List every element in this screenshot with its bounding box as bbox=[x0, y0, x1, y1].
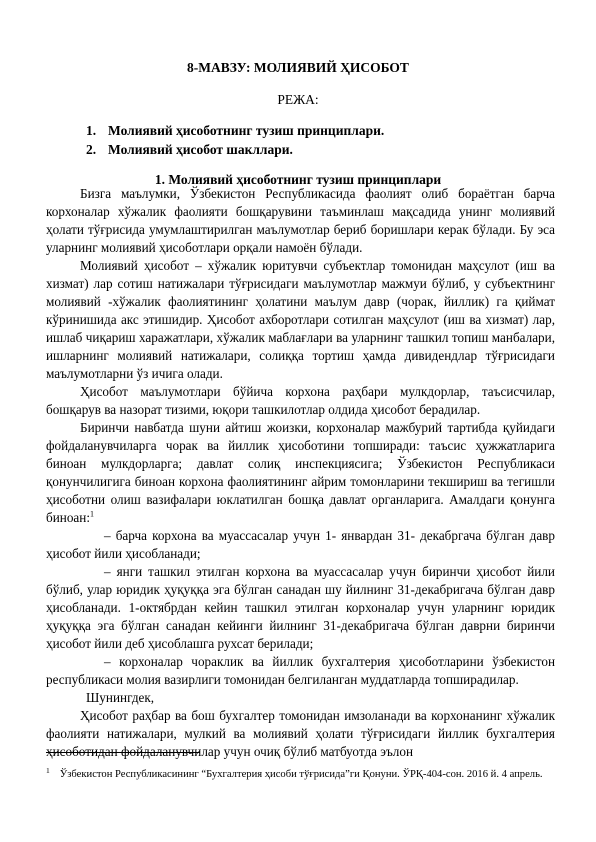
plan-item-number: 1. bbox=[86, 123, 97, 138]
footnote-reference: 1 bbox=[90, 509, 94, 519]
plan-item bbox=[86, 140, 384, 159]
paragraph: Ҳисобот раҳбар ва бош бухгалтер томонидан имзоланади ва корхонанинг хўжалик фаолияти натижалари, мулкий ва молиявий ҳолати тўғрисидаги йиллик бухгалтерия ҳисоботидан фойдаланувчилар учун очиқ бўлиб матбуотда эълон bbox=[46, 708, 555, 759]
section-heading: 1. Молиявий ҳисоботнинг тузиш принциплари bbox=[154, 172, 442, 187]
footnote-text: Ўзбекистон Республикасининг “Бухгалтерия ҳисоби тўғрисида”ги Қонуни. ЎРҚ-404-сон. 2016 й. 4 апрель. bbox=[59, 769, 543, 780]
paragraph: Шунингдек, bbox=[86, 690, 155, 705]
list-item: – янги ташкил этилган корхона ва муассасалар учун биринчи ҳисобот йили бўлиб, улар юридик ҳуқуққа эга бўлган санадан шу йилнинг 31-декабригача бўлган давр ҳисобланади. 1-октябрдан кейин ташкил этилган корхоналар учун уларнинг юридик ҳуқуққа эга бўлган санадан кейинги йилнинг 31-декабригача бўлган даврни биринчи ҳисобот йили деб ҳисоблашга рухсат берилади; bbox=[46, 564, 555, 651]
footnote-number: 1 bbox=[46, 766, 50, 775]
paragraph: Ҳисобот маълумотлари бўйича корхона раҳбари мулкдорлар, таъсисчилар, бошқарув ва назорат тизими, юқори ташкилотлар олдида ҳисобот берадилар. bbox=[46, 384, 555, 417]
list-item: – барча корхона ва муассасалар учун 1- январдан 31- декабргача бўлган давр ҳисобот йили ҳисобланади; bbox=[46, 528, 555, 561]
plan-item-text: Молиявий ҳисобот шакллари. bbox=[108, 142, 293, 157]
footnote bbox=[46, 764, 555, 782]
paragraph-text: Биринчи навбатда шуни айтиш жоизки, корхоналар мажбурий тартибда қуйидаги фойдаланувчиларга чорак ва йиллик ҳисоботини топширади: таъсис ҳужжатларига биноан мулкдорларга; давлат солиқ инспекциясига; Ўзбекистон Республикаси қонунчилигига биноан корхона фаолиятининг айрим томонларини текшириш ва тегишли ҳисоботни олиш вазифалари юклатилган бошқа давлат органларига. Амалдаги қонунга биноан: bbox=[46, 420, 555, 525]
plan-item-number: 2. bbox=[86, 142, 97, 157]
paragraph: Бизга маълумки, Ўзбекистон Республикасида фаолият олиб бораётган барча корхоналар хўжалик фаолияти бошқарувини таъминлаш мақсадида унинг молиявий ҳолати тўғрисида умумлаштирилган маълумотлар бериб боришлари керак бўлади. Бу эса уларнинг молиявий ҳисоботлари орқали намоён бўлади. bbox=[46, 186, 555, 255]
body-text bbox=[46, 185, 555, 761]
plan-list bbox=[86, 121, 384, 159]
page-title: 8-МАВЗУ: МОЛИЯВИЙ ҲИСОБОТ bbox=[187, 60, 409, 75]
plan-label: РЕЖА: bbox=[277, 92, 319, 107]
paragraph bbox=[46, 419, 555, 527]
list-item: – корхоналар чораклик ва йиллик бухгалтерия ҳисоботларини ўзбекистон республикаси молия вазирлиги томонидан белгиланган муддатларда топширадилар. bbox=[46, 654, 555, 687]
plan-item-text: Молиявий ҳисоботнинг тузиш принциплари. bbox=[108, 123, 385, 138]
plan-item bbox=[86, 121, 384, 140]
paragraph: Молиявий ҳисобот – хўжалик юритувчи субъектлар томонидан маҳсулот (иш ва хизмат) лар сотиш натижалари тўғрисидаги маълумотлар мажмуи бўлиб, у субъектнинг молиявий -хўжалик фаолиятининг ҳолатини маълум давр (чорак, йиллик) га қиймат кўринишида акс этишидир. Ҳисобот ахборотлари сотилган маҳсулот (иш ва хизмат) лар, ишлаб чиқариш харажатлари, хўжалик маблағлари ва уларнинг ташкил топиш манбалари, ишларнинг молиявий натижалари, солиққа тортиш ҳамда дивидендлар тўғрисидаги маълумотларни ўз ичига олади. bbox=[46, 258, 555, 381]
footnote-separator bbox=[46, 752, 200, 753]
